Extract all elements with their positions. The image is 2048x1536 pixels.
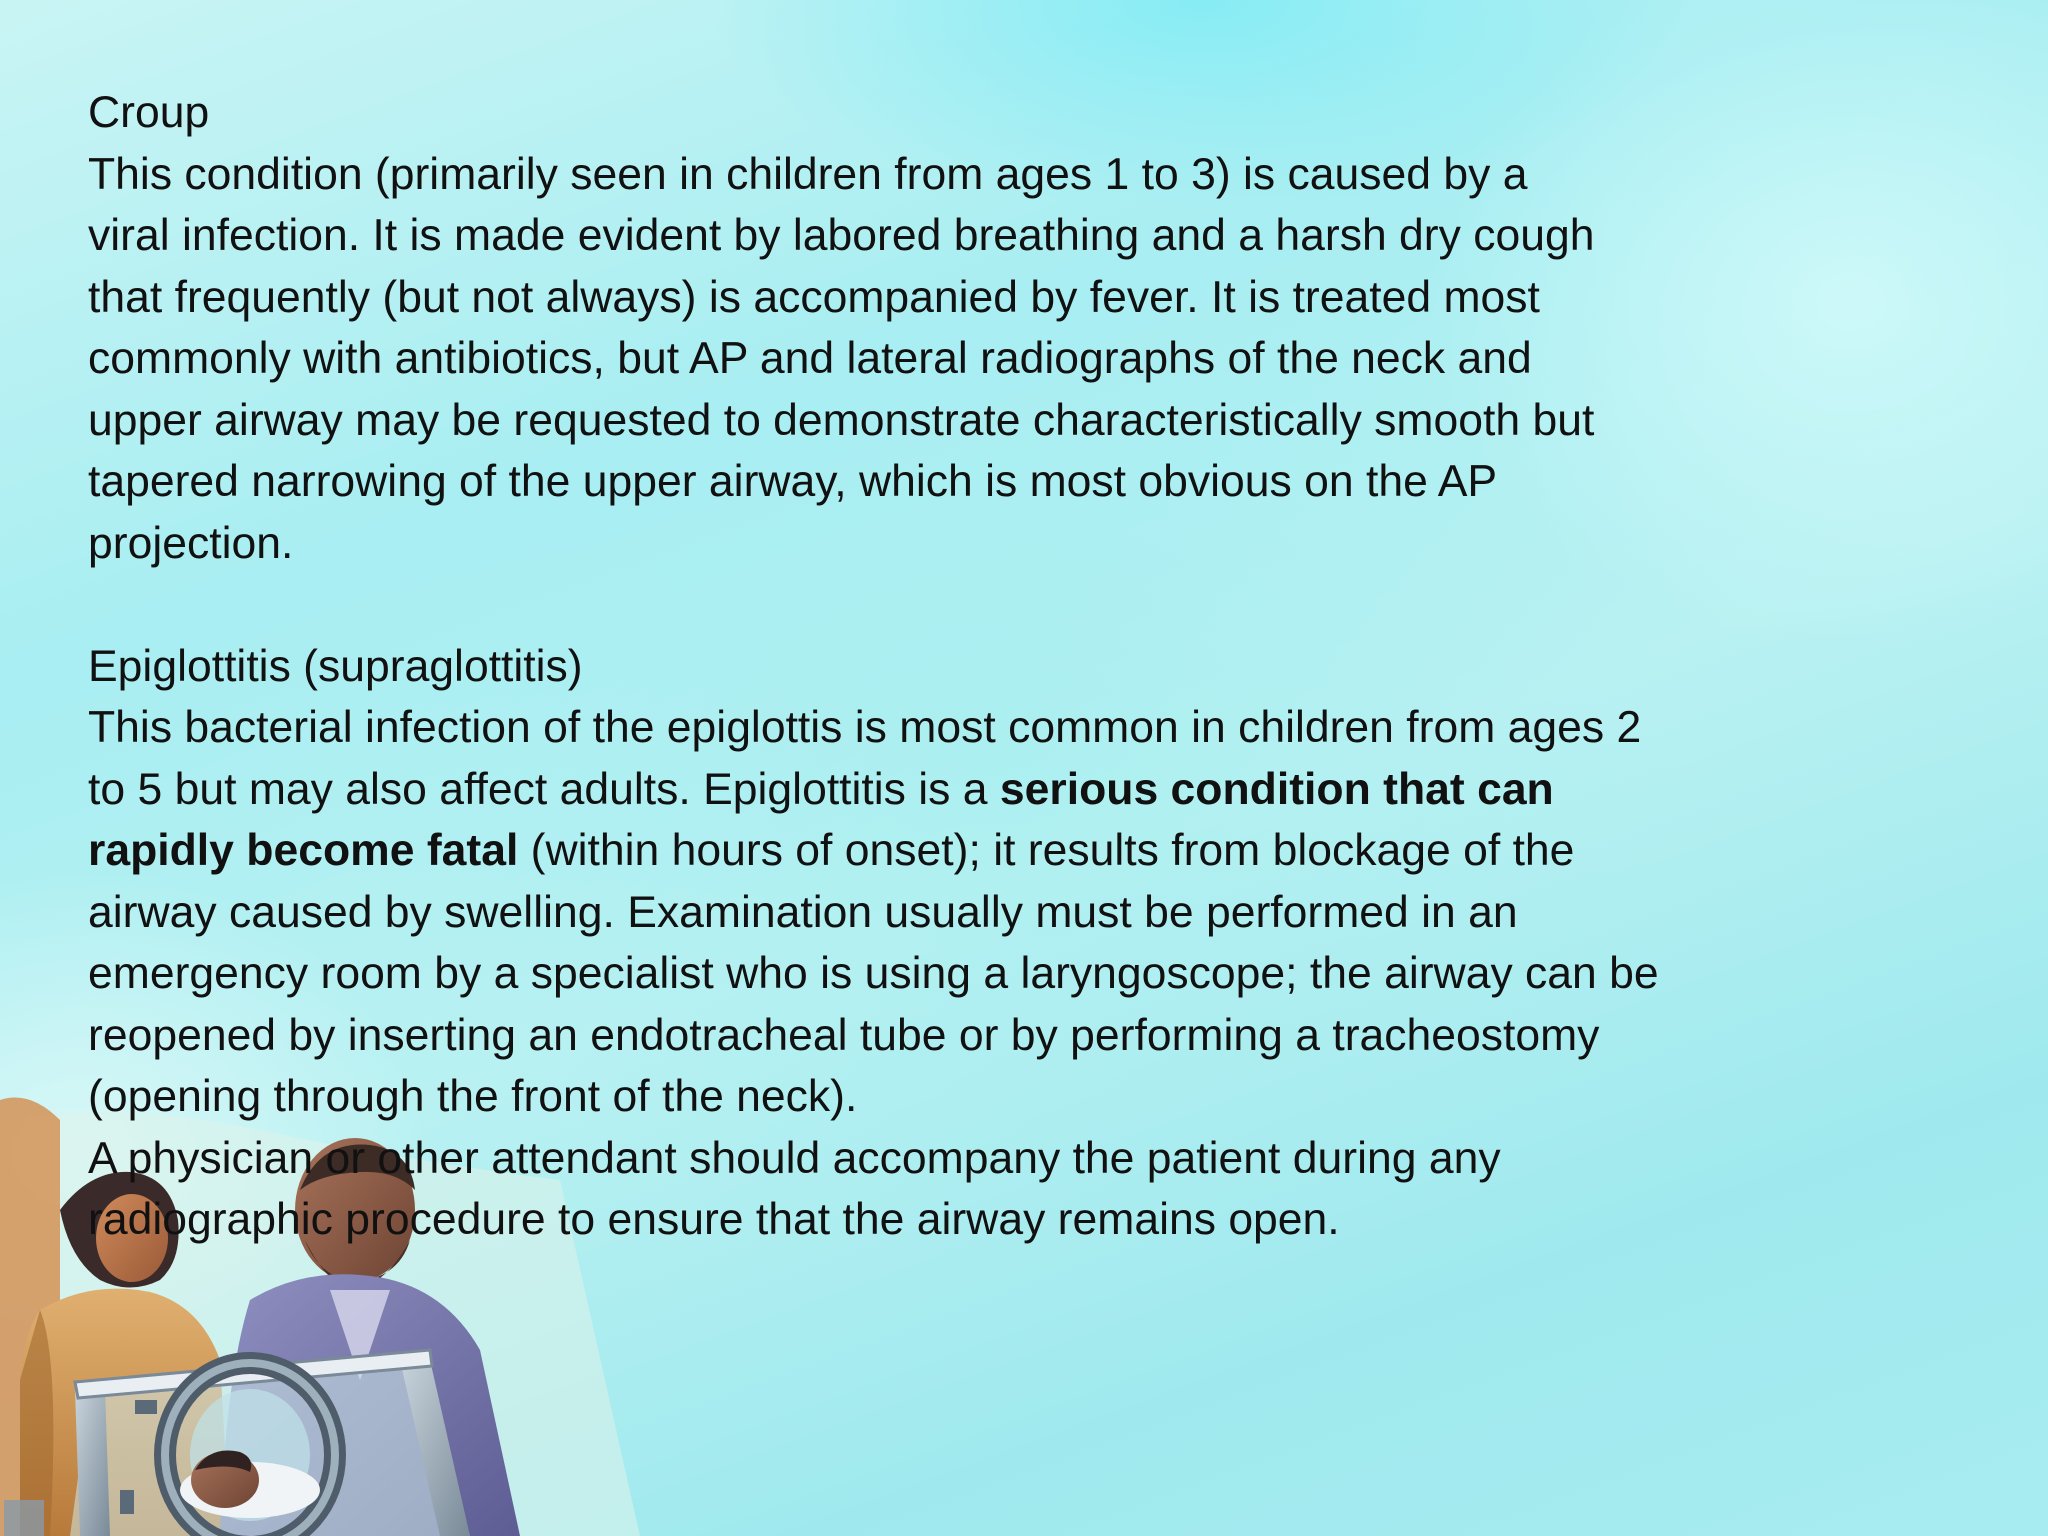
croup-line: This condition (primarily seen in children from ages 1 to 3) is caused by a [88, 149, 1528, 199]
slide-text [88, 82, 1928, 1251]
epiglottitis-line: reopened by inserting an endotracheal tube or by performing a tracheostomy [88, 1010, 1600, 1060]
croup-line: tapered narrowing of the upper airway, which is most obvious on the AP [88, 457, 1498, 506]
epiglottitis-line: This bacterial infection of the epiglottis is most common in children from ages 2 [88, 703, 1642, 752]
epiglottitis-line-text: (within hours of onset); it results from blockage of the [518, 826, 1575, 875]
epiglottitis-line: (opening through the front of the neck). [88, 1072, 858, 1121]
croup-paragraph [88, 144, 1928, 575]
epiglottitis-line [88, 820, 1928, 882]
epiglottitis-line [88, 759, 1928, 821]
croup-line: that frequently (but not always) is accompanied by fever. It is treated most [88, 272, 1540, 322]
emphasis-text: serious condition that can [999, 764, 1554, 814]
croup-line: upper airway may be requested to demonstrate characteristically smooth but [88, 395, 1595, 445]
croup-heading: Croup [88, 88, 210, 137]
section-spacer [88, 574, 1928, 636]
epiglottitis-paragraph [88, 697, 1928, 1251]
epiglottitis-line: radiographic procedure to ensure that the airway remains open. [88, 1195, 1340, 1244]
epiglottitis-line: emergency room by a specialist who is using a laryngoscope; the airway can be [88, 949, 1659, 998]
epiglottitis-heading: Epiglottitis (supraglottitis) [88, 641, 583, 691]
epiglottitis-line: A physician or other attendant should accompany the patient during any [88, 1133, 1501, 1183]
croup-line: commonly with antibiotics, but AP and lateral radiographs of the neck and [88, 334, 1532, 383]
croup-line: projection. [88, 518, 294, 568]
emphasis-text: rapidly become fatal [88, 826, 519, 875]
epiglottitis-line-text: to 5 but may also affect adults. Epiglottitis is a [88, 764, 1000, 814]
croup-line: viral infection. It is made evident by labored breathing and a harsh dry cough [88, 211, 1595, 260]
epiglottitis-line: airway caused by swelling. Examination usually must be performed in an [88, 887, 1518, 937]
